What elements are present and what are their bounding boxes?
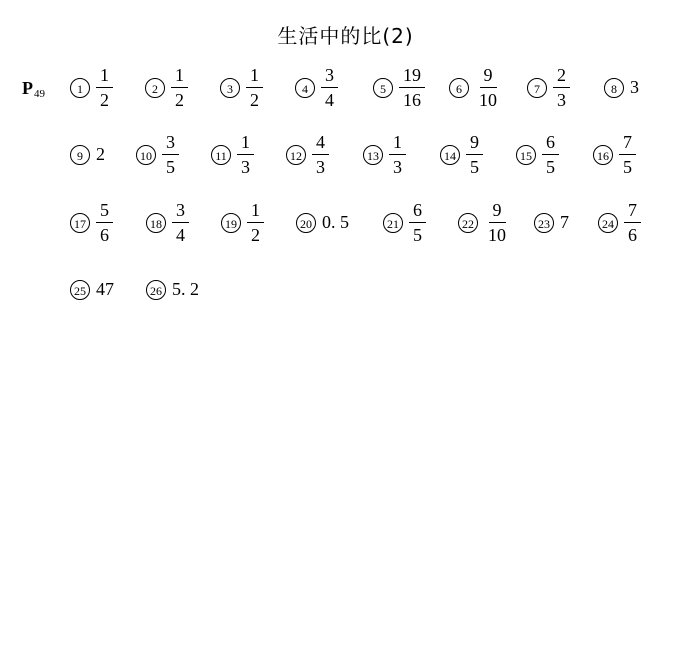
- fraction-numerator: 9: [466, 133, 483, 155]
- question-number: 17: [70, 213, 90, 233]
- fraction-denominator: 2: [251, 225, 260, 245]
- answer-fraction: [466, 133, 483, 176]
- fraction-numerator: 1: [246, 66, 263, 88]
- question-number: 19: [221, 213, 241, 233]
- answer-value: 5. 2: [172, 279, 199, 299]
- answer-value: 3: [630, 77, 639, 97]
- fraction-denominator: 2: [250, 90, 259, 110]
- answer-item: [286, 133, 329, 176]
- question-number: 14: [440, 145, 460, 165]
- page-number: 49: [34, 88, 45, 100]
- fraction-numerator: 3: [162, 133, 179, 155]
- fraction-numerator: 6: [542, 133, 559, 155]
- answer-fraction: [389, 133, 406, 176]
- answer-item: [440, 133, 483, 176]
- answer-item: [70, 66, 113, 109]
- fraction-numerator: 5: [96, 201, 113, 223]
- answer-item: [295, 66, 338, 109]
- question-number: 2: [145, 78, 165, 98]
- fraction-denominator: 3: [241, 157, 250, 177]
- question-number: 25: [70, 280, 90, 300]
- fraction-denominator: 5: [546, 157, 555, 177]
- fraction-denominator: 10: [488, 225, 506, 245]
- answer-item: [373, 66, 425, 109]
- answer-item: [296, 212, 349, 233]
- question-number: 9: [70, 145, 90, 165]
- answer-item: [516, 133, 559, 176]
- answer-item: [146, 201, 189, 244]
- question-number: 8: [604, 78, 624, 98]
- answer-item: [70, 279, 114, 300]
- fraction-denominator: 5: [623, 157, 632, 177]
- question-number: 18: [146, 213, 166, 233]
- fraction-denominator: 16: [403, 90, 421, 110]
- answer-item: [136, 133, 179, 176]
- answer-item: [211, 133, 254, 176]
- answer-fraction: [246, 66, 263, 109]
- answer-item: [221, 201, 264, 244]
- answer-item: [598, 201, 641, 244]
- question-number: 6: [449, 78, 469, 98]
- answer-item: [593, 133, 636, 176]
- fraction-denominator: 10: [479, 90, 497, 110]
- answer-fraction: [171, 66, 188, 109]
- fraction-numerator: 1: [247, 201, 264, 223]
- answer-fraction: [247, 201, 264, 244]
- fraction-denominator: 6: [100, 225, 109, 245]
- answer-item: [70, 201, 113, 244]
- fraction-denominator: 2: [175, 90, 184, 110]
- answer-fraction: [399, 66, 425, 109]
- fraction-numerator: 4: [312, 133, 329, 155]
- answer-item: [604, 77, 639, 98]
- answer-item: [220, 66, 263, 109]
- answer-fraction: [96, 66, 113, 109]
- question-number: 16: [593, 145, 613, 165]
- fraction-denominator: 3: [393, 157, 402, 177]
- page-label: P: [22, 78, 33, 98]
- answer-item: [534, 212, 569, 233]
- fraction-denominator: 3: [316, 157, 325, 177]
- question-number: 24: [598, 213, 618, 233]
- fraction-numerator: 7: [619, 133, 636, 155]
- question-number: 26: [146, 280, 166, 300]
- fraction-denominator: 6: [628, 225, 637, 245]
- fraction-denominator: 2: [100, 90, 109, 110]
- fraction-numerator: 1: [171, 66, 188, 88]
- answer-fraction: [162, 133, 179, 176]
- answer-item: [383, 201, 426, 244]
- answer-fraction: [172, 201, 189, 244]
- question-number: 10: [136, 145, 156, 165]
- answer-fraction: [542, 133, 559, 176]
- question-number: 22: [458, 213, 478, 233]
- answer-value: 2: [96, 144, 105, 164]
- fraction-numerator: 19: [399, 66, 425, 88]
- fraction-denominator: 5: [470, 157, 479, 177]
- fraction-numerator: 2: [553, 66, 570, 88]
- question-number: 13: [363, 145, 383, 165]
- question-number: 4: [295, 78, 315, 98]
- question-number: 3: [220, 78, 240, 98]
- page-title: 生活中的比(2): [277, 24, 414, 48]
- question-number: 11: [211, 145, 231, 165]
- answer-item: [527, 66, 570, 109]
- fraction-denominator: 5: [166, 157, 175, 177]
- answer-fraction: [475, 66, 501, 109]
- fraction-numerator: 9: [480, 66, 497, 88]
- answer-fraction: [321, 66, 338, 109]
- answer-value: 0. 5: [322, 212, 349, 232]
- answer-value: 7: [560, 212, 569, 232]
- fraction-numerator: 3: [172, 201, 189, 223]
- answer-fraction: [553, 66, 570, 109]
- fraction-numerator: 9: [489, 201, 506, 223]
- question-number: 12: [286, 145, 306, 165]
- fraction-numerator: 7: [624, 201, 641, 223]
- question-number: 1: [70, 78, 90, 98]
- page-reference: [22, 78, 45, 100]
- answer-fraction: [484, 201, 510, 244]
- answer-item: [363, 133, 406, 176]
- question-number: 21: [383, 213, 403, 233]
- answer-fraction: [409, 201, 426, 244]
- fraction-denominator: 4: [325, 90, 334, 110]
- answer-fraction: [624, 201, 641, 244]
- answer-item: [449, 66, 501, 109]
- question-number: 7: [527, 78, 547, 98]
- fraction-numerator: 3: [321, 66, 338, 88]
- question-number: 23: [534, 213, 554, 233]
- fraction-numerator: 1: [237, 133, 254, 155]
- answer-item: [458, 201, 510, 244]
- answer-fraction: [237, 133, 254, 176]
- fraction-denominator: 4: [176, 225, 185, 245]
- fraction-denominator: 5: [413, 225, 422, 245]
- answer-item: [146, 279, 199, 300]
- answer-fraction: [619, 133, 636, 176]
- answer-value: 47: [96, 279, 114, 299]
- fraction-numerator: 1: [96, 66, 113, 88]
- question-number: 15: [516, 145, 536, 165]
- fraction-numerator: 6: [409, 201, 426, 223]
- fraction-denominator: 3: [557, 90, 566, 110]
- question-number: 5: [373, 78, 393, 98]
- answer-fraction: [312, 133, 329, 176]
- fraction-numerator: 1: [389, 133, 406, 155]
- answer-item: [145, 66, 188, 109]
- question-number: 20: [296, 213, 316, 233]
- answer-fraction: [96, 201, 113, 244]
- answer-item: [70, 144, 105, 165]
